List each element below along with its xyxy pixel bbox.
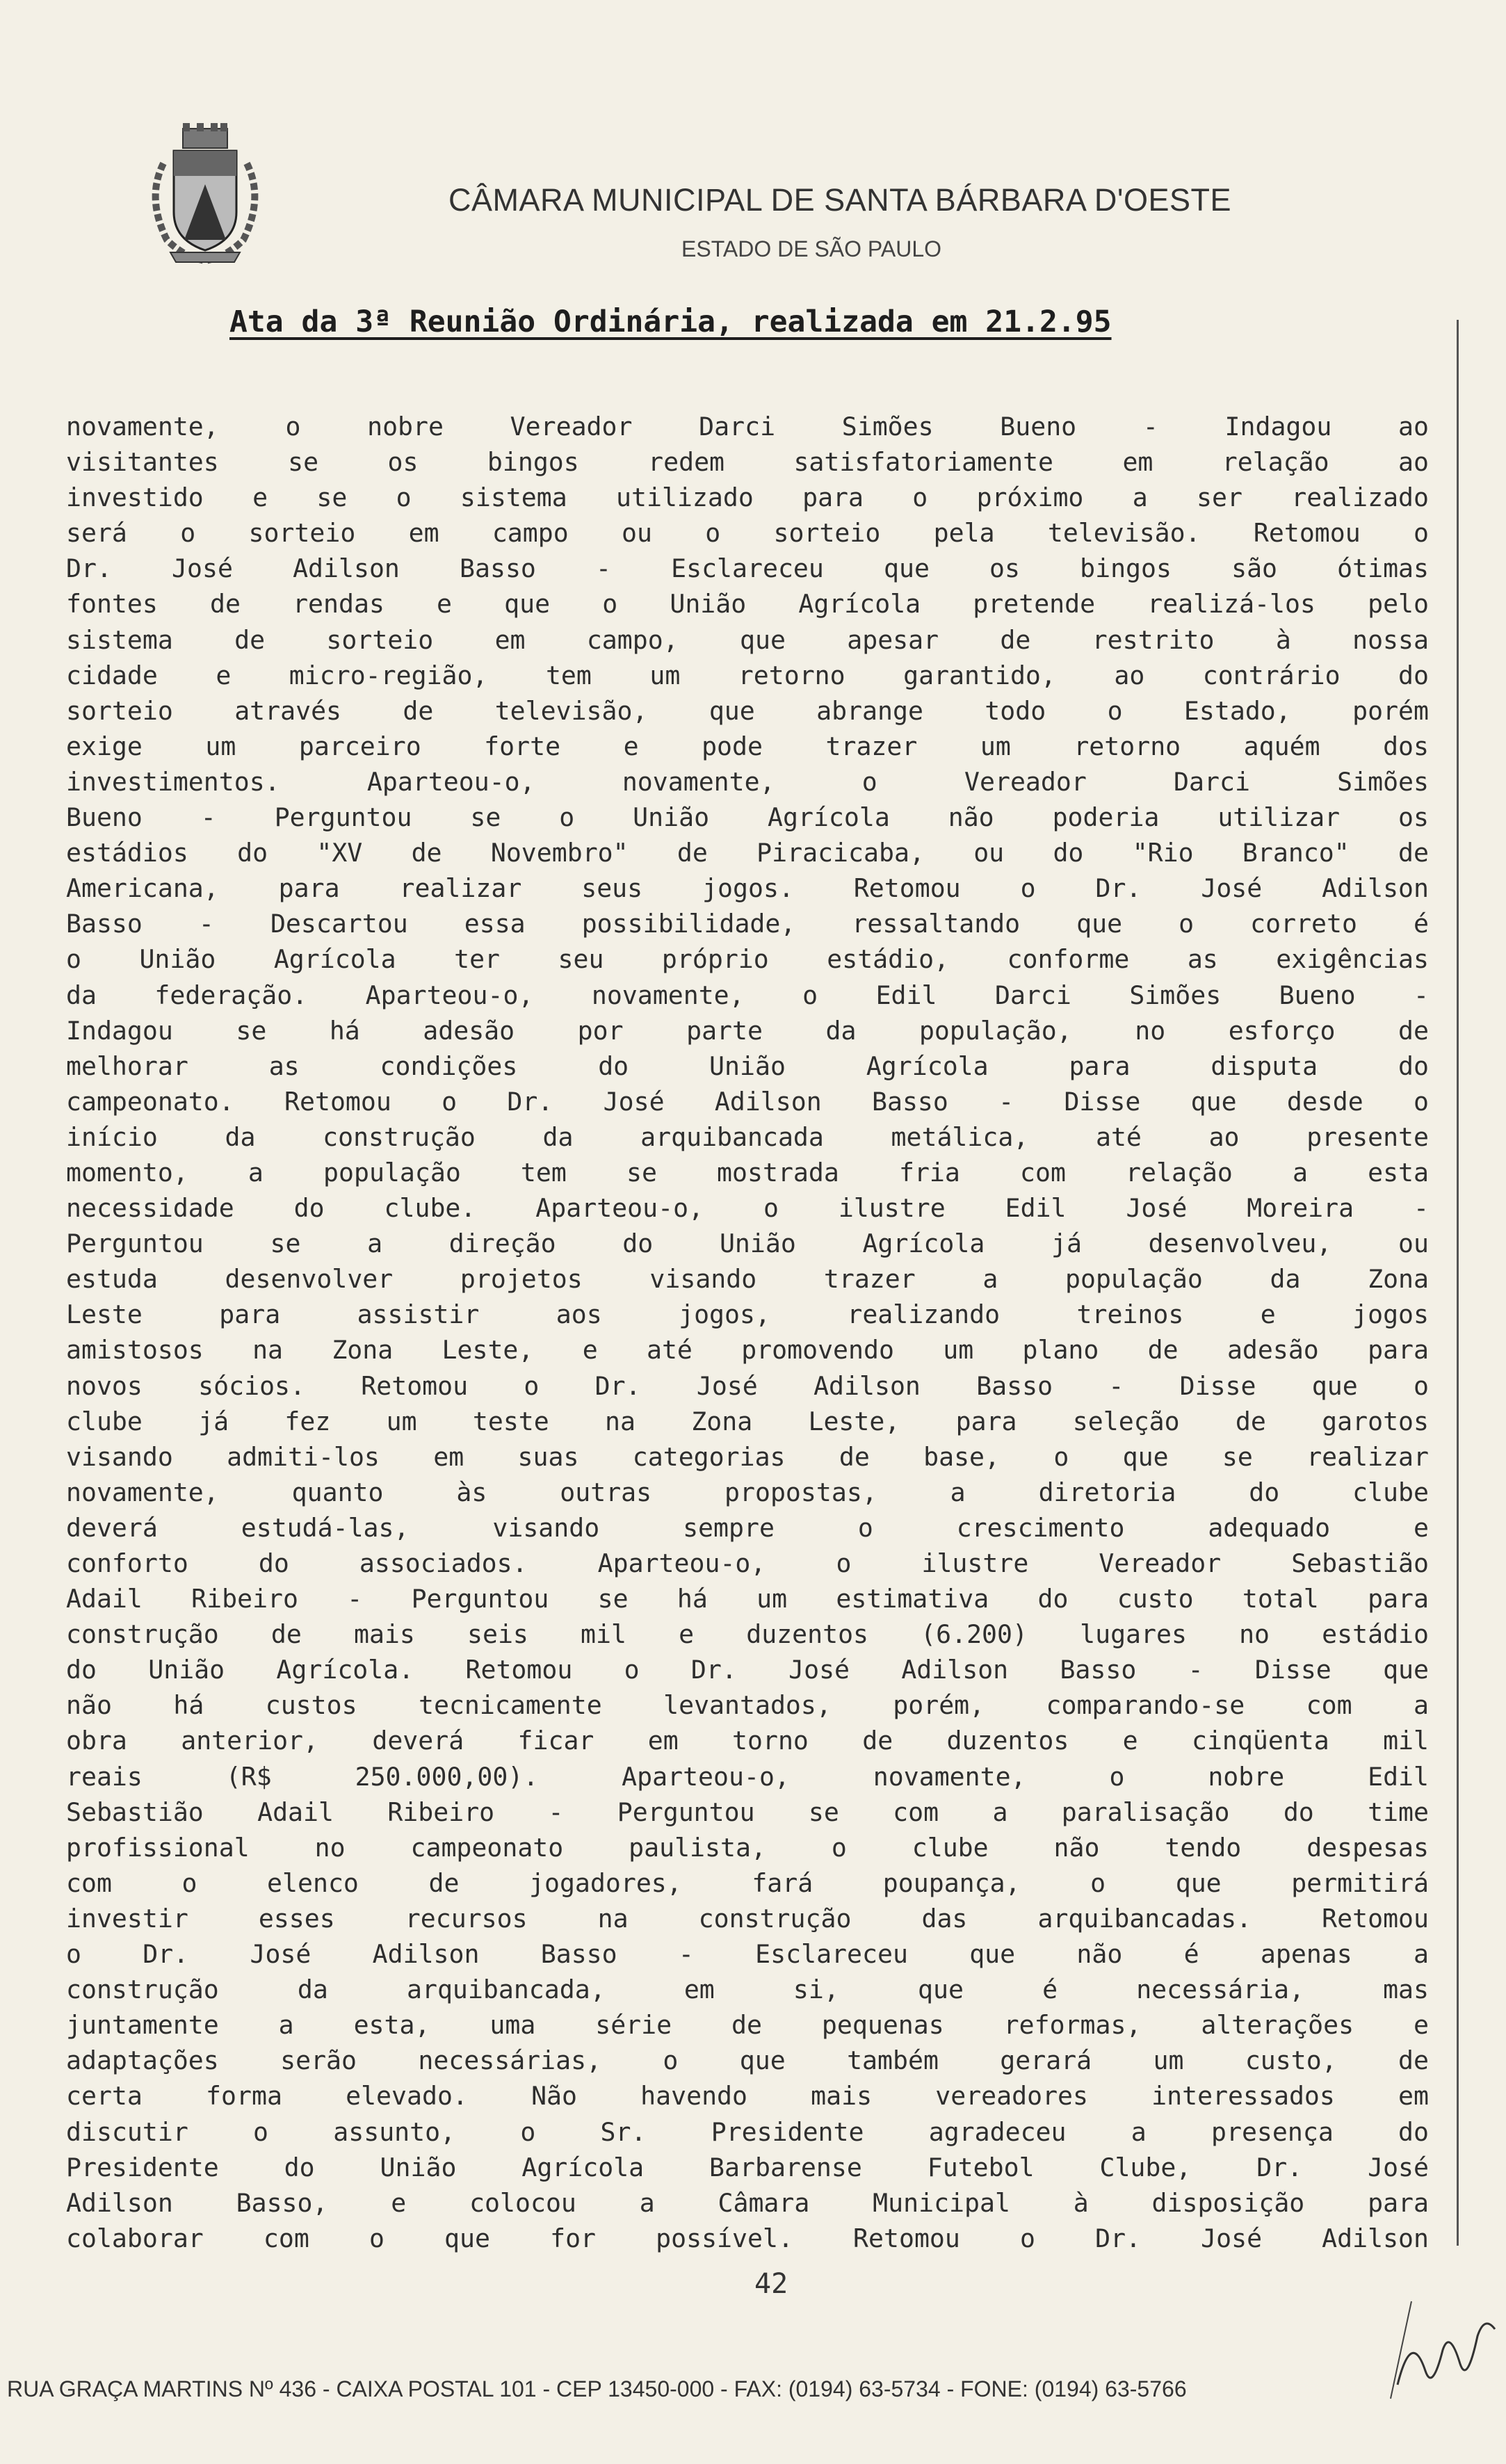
body-line: Americana, para realizar seus jogos. Retomou o Dr. José Adilson [66,873,1429,904]
body-line: visando admiti-los em suas categorias de base, o que se realizar [66,1441,1429,1472]
body-line: estádios do "XV de Novembro" de Piracicaba, ou do "Rio Branco" de [66,838,1429,868]
body-line: discutir o assunto, o Sr. Presidente agradeceu a presença do [66,2116,1429,2147]
body-line: o Dr. José Adilson Basso - Esclareceu que não é apenas a [66,1939,1429,1970]
body-line: sistema de sorteio em campo, que apesar de restrito à nossa [66,624,1429,655]
body-line: construção da arquibancada, em si, que é necessária, mas [66,1975,1429,2005]
body-line: Adilson Basso, e colocou a Câmara Municipal à disposição para [66,2187,1429,2218]
page-number: 42 [754,2268,788,2300]
body-line: Bueno - Perguntou se o União Agrícola não poderia utilizar os [66,802,1429,833]
body-line: momento, a população tem se mostrada fria com relação a esta [66,1157,1429,1188]
body-line: profissional no campeonato paulista, o clube não tendo despesas [66,1832,1429,1863]
body-line: exige um parceiro forte e pode trazer um retorno aquém dos [66,731,1429,761]
body-line: investir esses recursos na construção das arquibancadas. Retomou [66,1903,1429,1934]
body-line: reais (R$ 250.000,00). Aparteou-o, novamente, o nobre Edil [66,1761,1429,1792]
body-line: o União Agrícola ter seu próprio estádio, conforme as exigências [66,944,1429,975]
body-line: Basso - Descartou essa possibilidade, ressaltando que o correto é [66,909,1429,939]
body-line: Sebastião Adail Ribeiro - Perguntou se com a paralisação do time [66,1797,1429,1827]
body-line: da federação. Aparteou-o, novamente, o Edil Darci Simões Bueno - [66,980,1429,1010]
body-line: adaptações serão necessárias, o que também gerará um custo, de [66,2045,1429,2076]
body-line: será o sorteio em campo ou o sorteio pela televisão. Retomou o [66,518,1429,549]
body-line: conforto do associados. Aparteou-o, o ilustre Vereador Sebastião [66,1548,1429,1578]
body-line: novamente, quanto às outras propostas, a diretoria do clube [66,1477,1429,1507]
body-line: novamente, o nobre Vereador Darci Simões Bueno - Indagou ao [66,412,1429,441]
body-line: não há custos tecnicamente levantados, porém, comparando-se com a [66,1690,1429,1721]
body-line: Perguntou se a direção do União Agrícola já desenvolveu, ou [66,1229,1429,1259]
handwritten-signature-icon [1384,2287,1502,2406]
body-line: melhorar as condições do União Agrícola para disputa do [66,1051,1429,1081]
organization-name: CÂMARA MUNICIPAL DE SANTA BÁRBARA D'OESTE [448,182,1232,218]
body-line: investimentos. Aparteou-o, novamente, o Vereador Darci Simões [66,766,1429,797]
session-title: Ata da 3ª Reunião Ordinária, realizada em 21.2.95 [229,305,1112,339]
body-line: obra anterior, deverá ficar em torno de duzentos e cinqüenta mil [66,1726,1429,1756]
body-line: estuda desenvolver projetos visando trazer a população da Zona [66,1264,1429,1295]
body-line: cidade e micro-região, tem um retorno garantido, ao contrário do [66,660,1429,690]
body-line: Presidente do União Agrícola Barbarense Futebol Clube, Dr. José [66,2152,1429,2182]
body-line: juntamente a esta, uma série de pequenas reformas, alterações e [66,2010,1429,2041]
margin-rule [1457,320,1459,2246]
state-name: ESTADO DE SÃO PAULO [681,236,942,261]
body-line: fontes de rendas e que o União Agrícola pretende realizá-los pelo [66,589,1429,619]
body-line: amistosos na Zona Leste, e até promovendo um plano de adesão para [66,1335,1429,1365]
body-line: deverá estudá-las, visando sempre o crescimento adequado e [66,1512,1429,1543]
body-line: novos sócios. Retomou o Dr. José Adilson Basso - Disse que o [66,1370,1429,1401]
body-line: campeonato. Retomou o Dr. José Adilson Basso - Disse que desde o [66,1086,1429,1117]
municipal-crest-icon [143,122,268,268]
body-line: Adail Ribeiro - Perguntou se há um estimativa do custo total para [66,1584,1429,1614]
body-line: visitantes se os bingos redem satisfatoriamente em relação ao [66,447,1429,478]
body-line: sorteio através de televisão, que abrange todo o Estado, porém [66,695,1429,726]
body-line: certa forma elevado. Não havendo mais vereadores interessados em [66,2081,1429,2112]
minutes-body [66,409,1429,2256]
body-line: Dr. José Adilson Basso - Esclareceu que os bingos são ótimas [66,553,1429,584]
body-line: construção de mais seis mil e duzentos (6.200) lugares no estádio [66,1619,1429,1650]
body-line: investido e se o sistema utilizado para o próximo a ser realizado [66,483,1429,513]
body-line: colaborar com o que for possível. Retomou o Dr. José Adilson [66,2223,1429,2253]
body-line: Leste para assistir aos jogos, realizando treinos e jogos [66,1299,1429,1330]
body-line: início da construção da arquibancada metálica, até ao presente [66,1121,1429,1152]
body-line: clube já fez um teste na Zona Leste, para seleção de garotos [66,1406,1429,1436]
address-footer: RUA GRAÇA MARTINS Nº 436 - CAIXA POSTAL 101 - CEP 13450-000 - FAX: (0194) 63-5734 - FONE: (0194) 63-5766 [7,2376,1187,2401]
body-line: do União Agrícola. Retomou o Dr. José Adilson Basso - Disse que [66,1655,1429,1685]
body-line: Indagou se há adesão por parte da população, no esforço de [66,1015,1429,1046]
body-line: com o elenco de jogadores, fará poupança, o que permitirá [66,1867,1429,1898]
body-line: necessidade do clube. Aparteou-o, o ilustre Edil José Moreira - [66,1193,1429,1224]
